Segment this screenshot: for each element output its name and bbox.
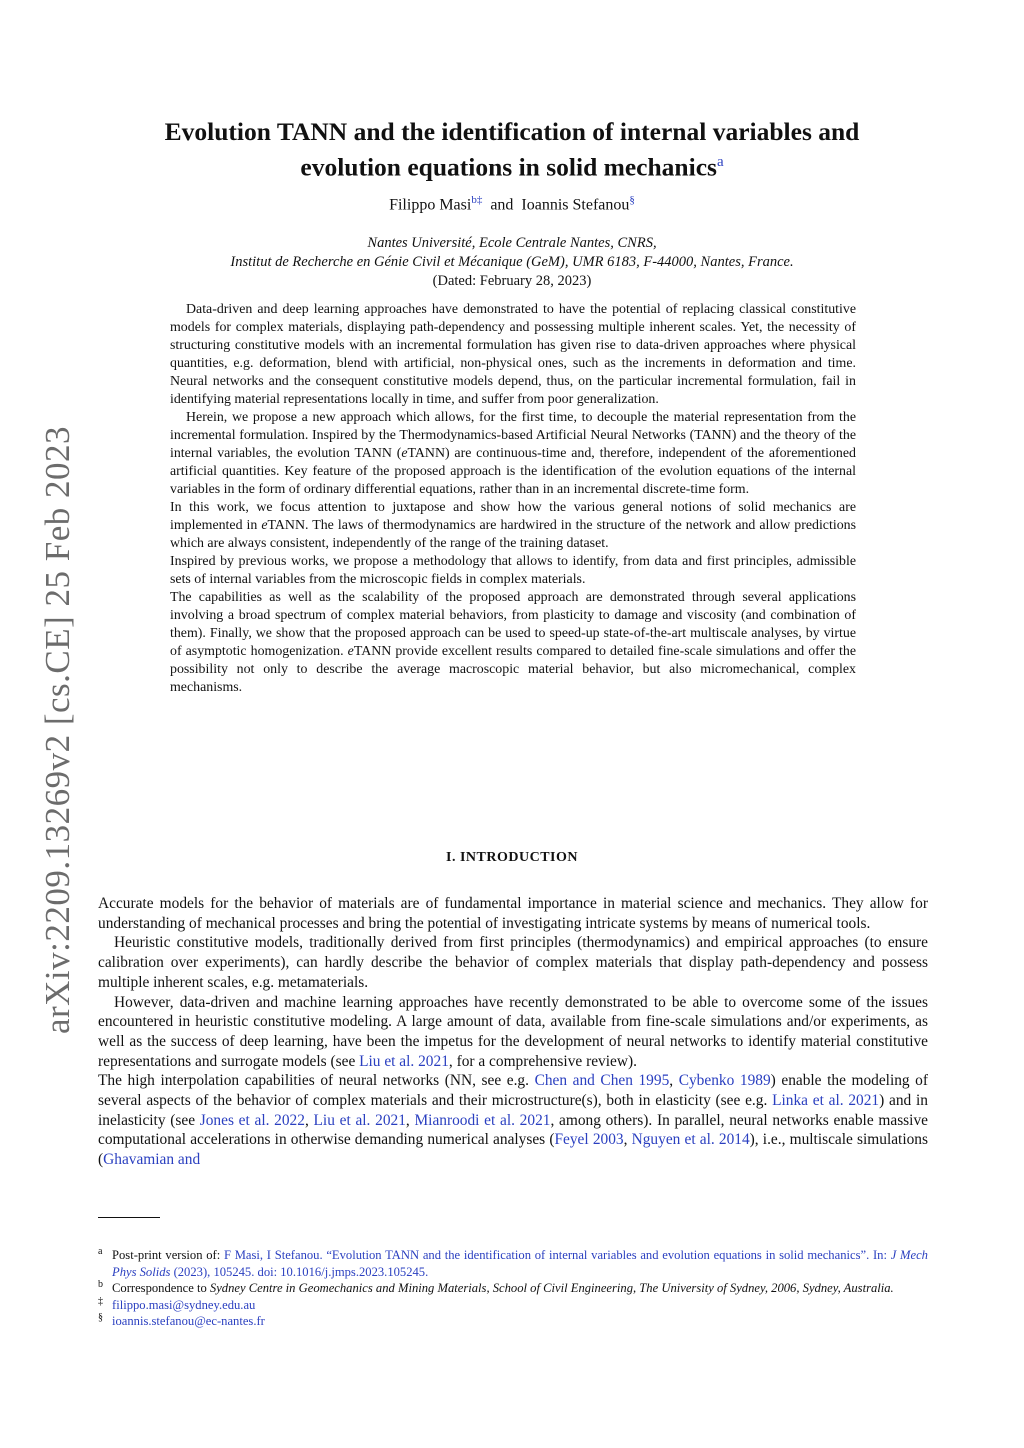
footnote-marker: a <box>98 1246 103 1257</box>
author-2: Ioannis Stefanou <box>521 196 630 214</box>
etann-e: e <box>347 644 354 659</box>
citation-link[interactable]: Linka et al. 2021 <box>772 1092 880 1110</box>
footnote-a <box>98 1247 928 1280</box>
dated-line: (Dated: February 28, 2023) <box>432 273 592 289</box>
intro-p3-b: , for a comprehensive review). <box>448 1052 637 1070</box>
abstract-p5-a: The capabilities as well as the scalability of the proposed approach are demonstrated through several applications involving a broad spectrum of complex material behaviors, from plasticity to damage and viscosity (and combination of them). Finally, we show that the proposed approach can be used to speed-up state-of-the-art multiscale analyses, by virtue of asymptotic homogenization. <box>170 590 856 659</box>
intro-paragraph-1: Accurate models for the behavior of materials are of fundamental importance in material science and mechanics. They allow for understanding of mechanical processes and bring the potential of investigating intricate systems by means of numerical tools. <box>98 895 928 932</box>
publication-link-text-1: F Masi, I Stefanou. “Evolution TANN and the identification of internal variables and evolution equations in solid mechanics”. In: <box>223 1248 891 1262</box>
citation-link[interactable]: Jones et al. 2022 <box>199 1111 305 1129</box>
footnote-b-affiliation: Sydney Centre in Geomechanics and Mining Materials, School of Civil Engineering, The University of Sydney, 2006, Sydney, Australia. <box>209 1281 894 1295</box>
intro-p3-a: However, data-driven and machine learning approaches have recently demonstrated to be able to overcome some of the issues encountered in heuristic constitutive modeling. A large amount of data, available from fine-scale simulations and/or experiments, as well as the success of deep learning, have been the impetus for the development of neural networks to identify material constitutive representations and surrogate models (see <box>98 993 928 1070</box>
footnote-marker: b <box>98 1279 103 1290</box>
intro-paragraph-4 <box>98 1071 928 1170</box>
abstract-p3-a: In this work, we focus attention to juxtapose and show how the various general notions of solid mechanics are implemented in <box>170 500 856 533</box>
citation-link[interactable]: Nguyen et al. 2014 <box>631 1131 750 1149</box>
abstract-paragraph-3 <box>170 499 856 553</box>
affiliation-line-1: Nantes Université, Ecole Centrale Nantes, CNRS, <box>367 235 657 251</box>
email-link-masi[interactable]: filippo.masi@sydney.edu.au <box>112 1297 256 1312</box>
abstract <box>170 301 856 697</box>
citation-link[interactable]: Ghavamian and <box>103 1151 201 1169</box>
footnote-rule <box>98 1217 160 1218</box>
intro-p4-e: ), i.e., multiscale simulations ( <box>98 1131 928 1169</box>
section-heading: I. INTRODUCTION <box>446 850 578 865</box>
abstract-p2-b: TANN) are continuous-time and, therefore, independent of the aforementioned artificial quantities. Key feature of the proposed approach is the identification of the evolution equations of the internal variables in the form of ordinary differential equations, rather than in an incremental discrete-time form. <box>170 446 856 497</box>
title-footnote-mark[interactable]: a <box>716 154 724 170</box>
intro-p4-sep: , <box>405 1111 415 1129</box>
intro-paragraph-2: Heuristic constitutive models, traditionally derived from first principles (thermodynamics) and empirical approaches (to ensure calibration over experiments), can hardly describe the behavior of complex materials that display path-dependency and possess multiple inherent scales, e.g. metamaterials. <box>98 934 928 991</box>
affiliation-line-2: Institut de Recherche en Génie Civil et Mécanique (GeM), UMR 6183, F-44000, Nantes, France. <box>230 254 794 270</box>
etann-e: e <box>261 518 268 533</box>
publication-link-text-2: (2023), 105245. doi: 10.1016/j.jmps.2023.105245. <box>170 1264 429 1279</box>
intro-p4-d: , among others). In parallel, neural networks enable massive computational accelerations in otherwise demanding numerical analyses ( <box>98 1111 928 1149</box>
footnote-c <box>98 1297 928 1314</box>
intro-p4-sep: , <box>669 1072 679 1090</box>
intro-paragraph-3 <box>98 993 928 1072</box>
citation-link[interactable]: Mianroodi et al. 2021 <box>414 1111 551 1129</box>
citation-link[interactable]: Chen and Chen 1995 <box>534 1072 670 1090</box>
etann-e: e <box>401 446 408 461</box>
paper-title <box>0 116 1024 183</box>
abstract-p2-a: Herein, we propose a new approach which allows, for the first time, to decouple the material representation from the incremental formulation. Inspired by the Thermodynamics-based Artificial Neural Networks (TANN) and the theory of the internal variables, the evolution TANN ( <box>170 410 856 461</box>
author-1-marks[interactable]: b‡ <box>471 194 483 206</box>
footnote-b-text: Correspondence to <box>112 1281 210 1295</box>
citation-link[interactable]: Liu et al. 2021 <box>313 1111 406 1129</box>
title-line-1: Evolution TANN and the identification of internal variables and <box>164 117 860 146</box>
abstract-p5-b: TANN provide excellent results compared to detailed fine-scale simulations and offer the possibility not only to describe the average macroscopic material behavior, but also micromechanical, complex mechanisms. <box>170 644 856 695</box>
abstract-p3-b: TANN. The laws of thermodynamics are hardwired in the structure of the network and allow predictions which are always consistent, independently of the range of the training dataset. <box>170 518 856 551</box>
affiliation <box>0 234 1024 291</box>
arxiv-identifier: arXiv:2209.13269v2 [cs.CE] 25 Feb 2023 <box>38 425 77 1035</box>
intro-p4-b: ) enable the modeling of several aspects of the behavior of complex materials and their microstructure(s), both in elasticity (see e.g. <box>98 1072 929 1110</box>
footnote-b <box>98 1280 928 1297</box>
citation-link[interactable]: Liu et al. 2021 <box>359 1052 449 1070</box>
abstract-paragraph-5 <box>170 589 856 697</box>
footnote-a-text: Post-print version of: <box>112 1248 224 1262</box>
author-1: Filippo Masi <box>389 196 472 214</box>
author-list <box>0 194 1024 214</box>
author-2-marks[interactable]: § <box>629 194 635 206</box>
abstract-paragraph-4: Inspired by previous works, we propose a methodology that allows to identify, from data and first principles, admissible sets of internal variables from the microscopic fields in complex materials. <box>170 554 856 587</box>
intro-p4-sep: , <box>623 1131 632 1149</box>
abstract-paragraph-2 <box>170 409 856 499</box>
publication-link[interactable] <box>112 1248 928 1279</box>
footnote-d <box>98 1313 928 1330</box>
footnote-marker: § <box>98 1312 103 1323</box>
abstract-paragraph-1: Data-driven and deep learning approaches have demonstrated to have the potential of replacing classical constitutive models for complex materials, displaying path-dependency and possessing multiple inherent scales. Yet, the necessity of structuring constitutive models with an incremental formulation has given rise to data-driven approaches where physical quantities, e.g. deformation, blend with artificial, non-physical ones, such as the increments in deformation and time. Neural networks and the consequent constitutive models depend, thus, on the particular incremental formulation, fail in identifying material representations locally in time, and suffer from poor generalization. <box>170 302 856 407</box>
footnotes <box>98 1247 928 1330</box>
email-link-stefanou[interactable]: ioannis.stefanou@ec-nantes.fr <box>112 1314 265 1328</box>
footnote-marker: ‡ <box>98 1295 103 1307</box>
introduction-body <box>98 894 928 1170</box>
title-line-2 <box>0 147 1024 183</box>
citation-link[interactable]: Cybenko 1989 <box>678 1072 771 1090</box>
citation-link[interactable]: Feyel 2003 <box>554 1131 624 1149</box>
intro-p4-c: ) and in inelasticity (see <box>98 1092 928 1129</box>
journal-name: J Mech Phys Solids <box>112 1248 928 1279</box>
author-and: and <box>490 196 514 214</box>
intro-p4-a: The high interpolation capabilities of neural networks (NN, see e.g. <box>98 1072 535 1090</box>
title-line-2-text: evolution equations in solid mechanics <box>300 152 717 182</box>
intro-p4-sep: , <box>304 1111 314 1129</box>
